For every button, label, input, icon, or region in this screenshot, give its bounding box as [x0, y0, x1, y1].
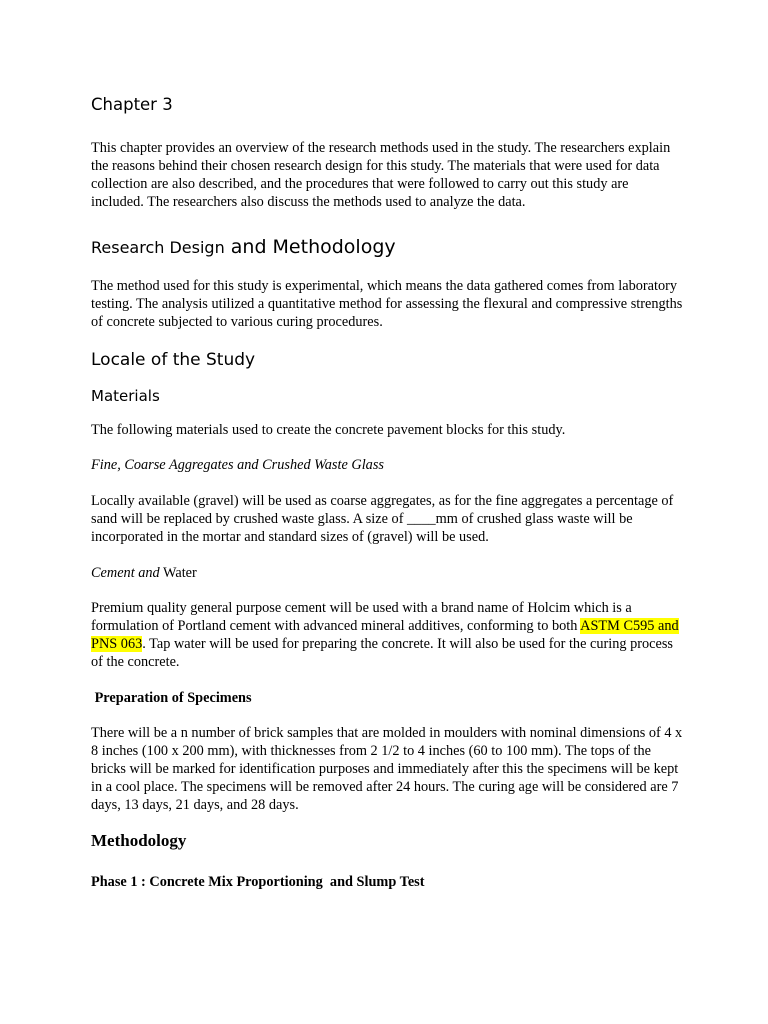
- standards-highlight: ASTM C595 and PNS 063: [91, 618, 679, 652]
- cement-paragraph: [91, 599, 683, 671]
- research-design-heading-part1: Research Design: [91, 238, 225, 257]
- materials-paragraph: The following materials used to create the concrete pavement blocks for this study.: [91, 422, 566, 438]
- phase1-heading: Phase 1 : Concrete Mix Proportioning and Slump Test: [91, 874, 425, 890]
- cement-paragraph-before: Premium quality general purpose cement will be used with a brand name of Holcim which is a formulation of Portland cement with advanced mineral additives, conforming to both: [91, 600, 632, 634]
- cement-subheading-italic: Cement and: [91, 565, 160, 581]
- cement-subheading-plain: Water: [159, 565, 197, 581]
- cement-paragraph-after: . Tap water will be used for preparing the concrete. It will also be used for the curing process of the concrete.: [91, 636, 673, 670]
- intro-paragraph: This chapter provides an overview of the research methods used in the study. The researchers explain the reasons behind their chosen research design for this study. The materials that were used for data collection are also described, and the procedures that were followed to carry out this study are included. The researchers also discuss the methods used to analyze the data.: [91, 140, 671, 210]
- materials-heading: Materials: [91, 387, 160, 405]
- locale-heading: Locale of the Study: [91, 350, 256, 370]
- preparation-paragraph: There will be a n number of brick samples that are molded in moulders with nominal dimensions of 4 x 8 inches (100 x 200 mm), with thicknesses from 2 1/2 to 4 inches (60 to 100 mm). The tops of the bricks will be marked for identification purposes and immediately after this the specimens will be kept in a cool place. The specimens will be removed after 24 hours. The curing age will be considered are 7 days, 13 days, 21 days, and 28 days.: [91, 725, 683, 813]
- research-design-heading: [91, 231, 396, 259]
- aggregates-paragraph: Locally available (gravel) will be used as coarse aggregates, as for the fine aggregates a percentage of sand will be replaced by crushed waste glass. A size of ____mm of crushed glass waste will be incorporated in the mortar and standard sizes of (gravel) will be used.: [91, 493, 674, 545]
- methodology-heading: Methodology: [91, 831, 187, 850]
- chapter-heading: Chapter 3: [91, 95, 173, 114]
- research-design-heading-part2: and Methodology: [224, 236, 396, 258]
- aggregates-subheading: Fine, Coarse Aggregates and Crushed Waste Glass: [91, 457, 384, 473]
- preparation-heading: Preparation of Specimens: [91, 690, 252, 706]
- cement-subheading: [91, 564, 683, 582]
- research-design-paragraph: The method used for this study is experimental, which means the data gathered comes from laboratory testing. The analysis utilized a quantitative method for assessing the flexural and compressive strengths of concrete subjected to various curing procedures.: [91, 278, 683, 330]
